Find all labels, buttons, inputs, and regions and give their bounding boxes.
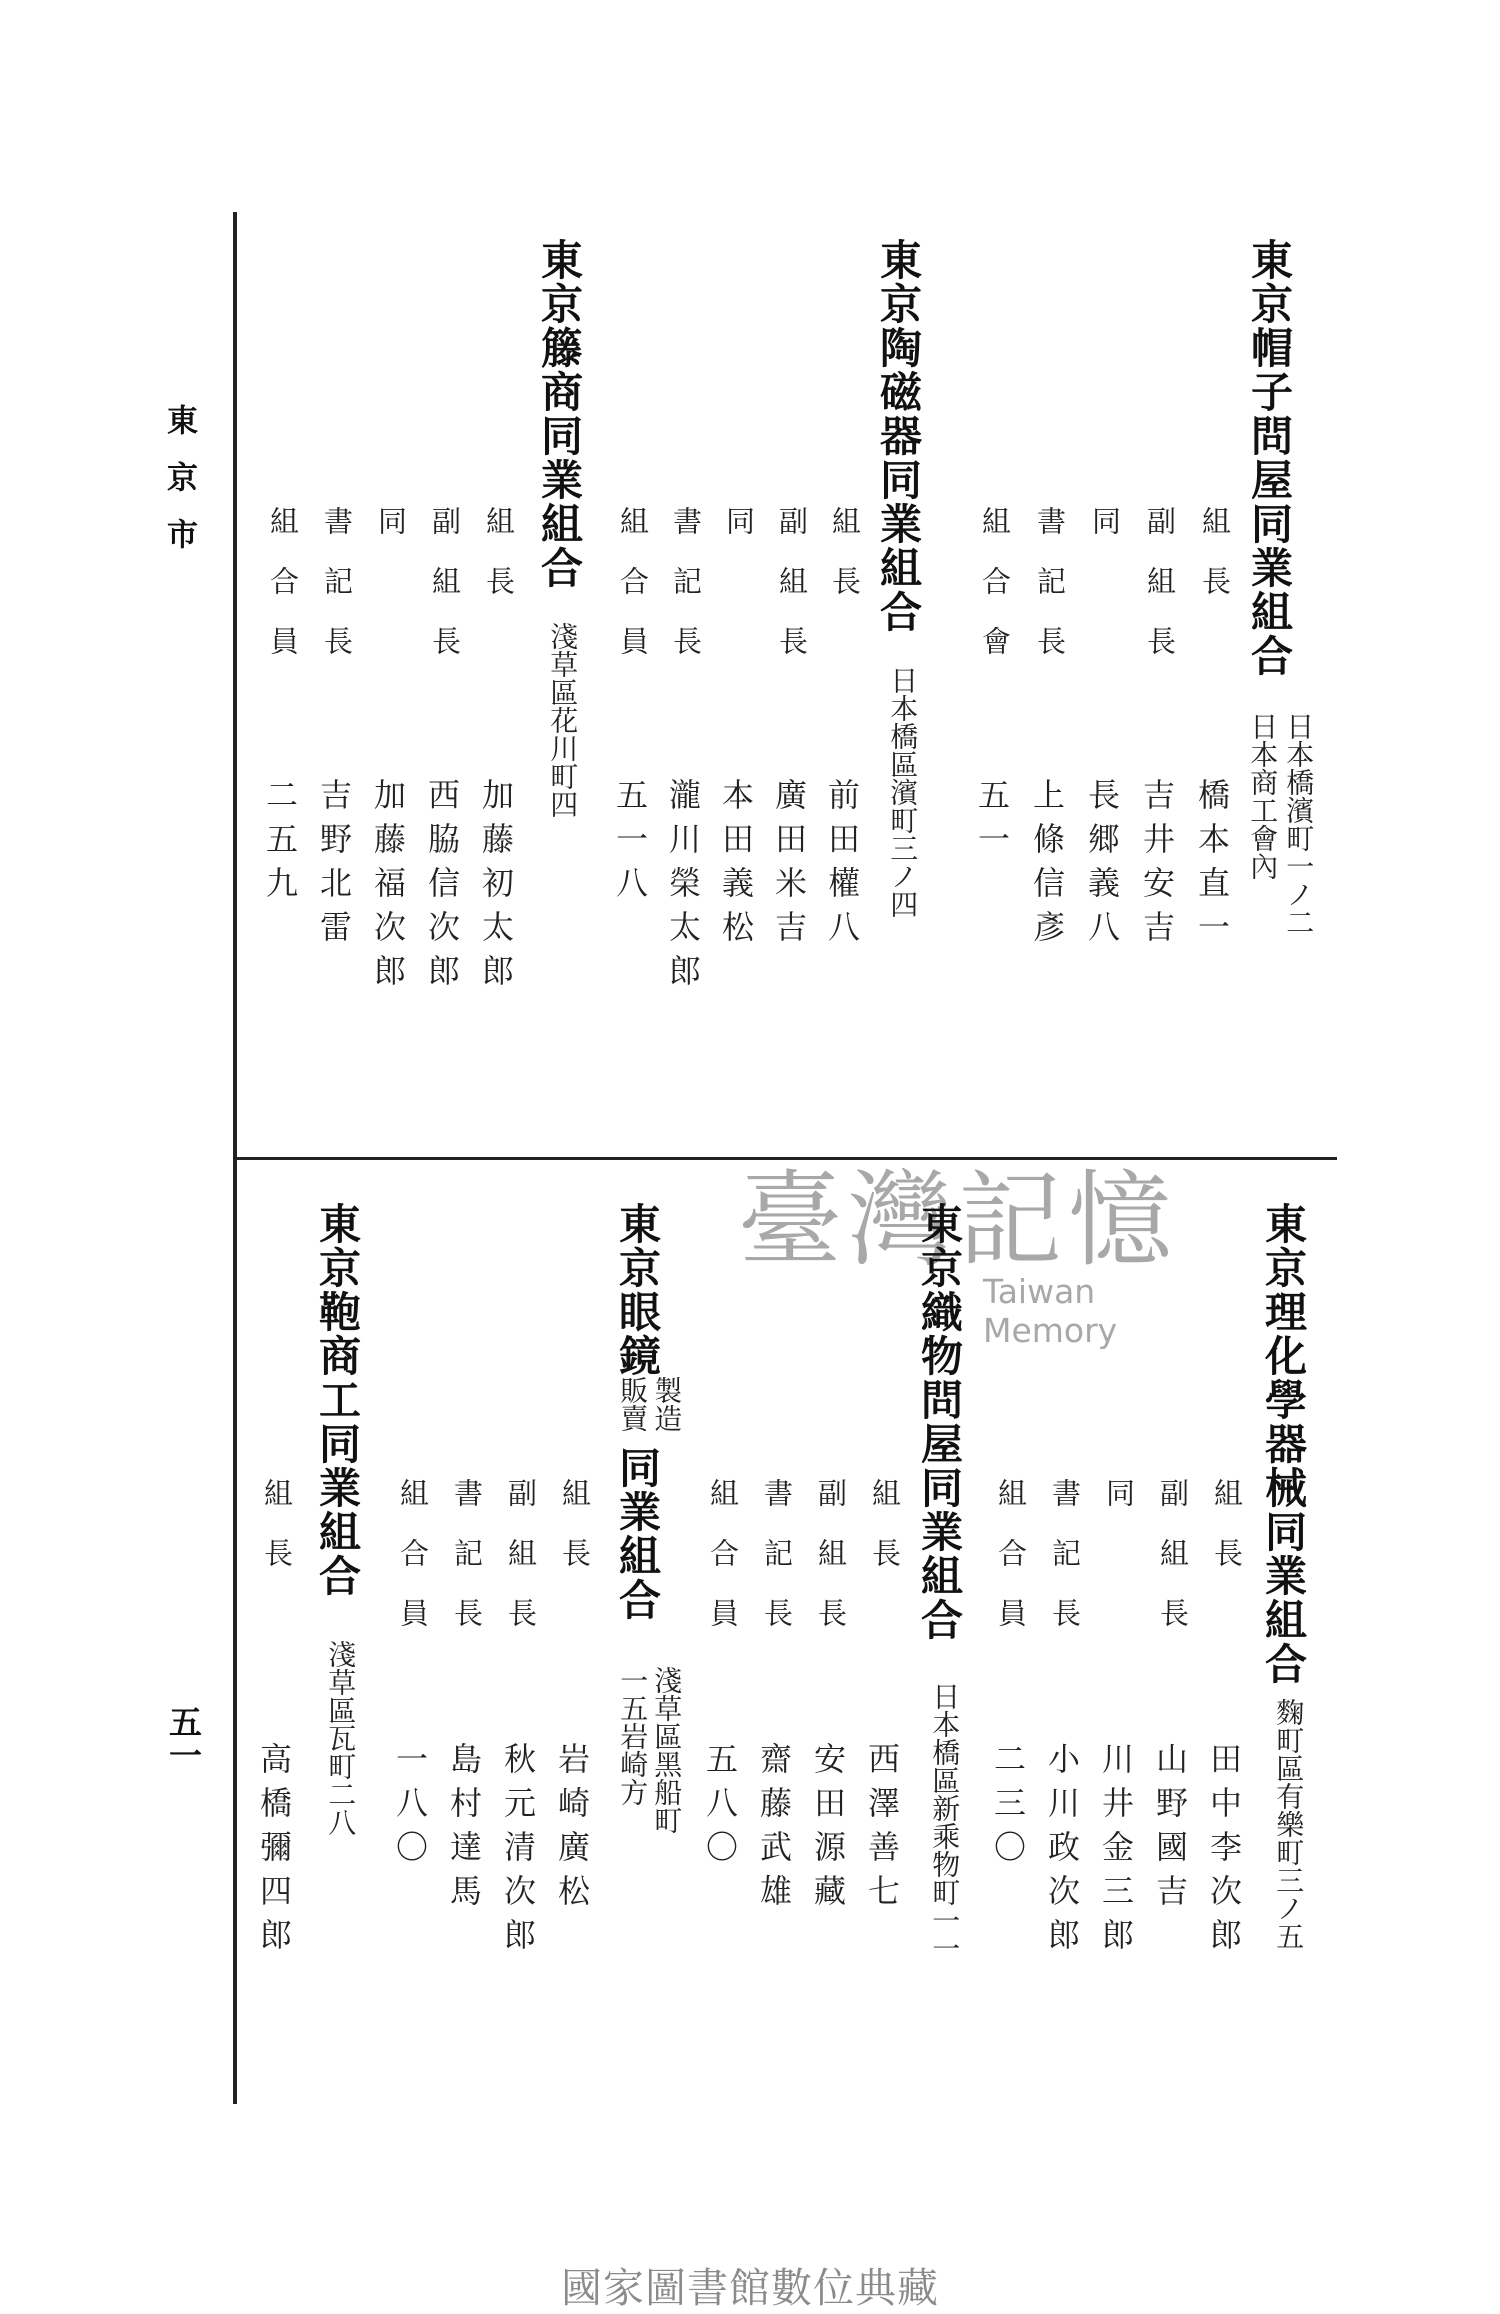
officer-name: 安田源藏 bbox=[809, 1742, 847, 1918]
union-name: 東京籐商同業組合 bbox=[535, 238, 584, 590]
union-address: 日本橋濱町一ノ二 bbox=[1282, 712, 1316, 936]
union-name-qualifier: 販賣 bbox=[616, 1376, 650, 1432]
watermark-title: 臺灣記憶 bbox=[738, 1159, 1179, 1281]
officer-name: 川井金三郎 bbox=[1097, 1742, 1135, 1962]
officer-title: 書記長 bbox=[669, 506, 703, 686]
officer-name: 加藤福次郎 bbox=[369, 778, 407, 998]
officer-title: 同 bbox=[1102, 1478, 1136, 1538]
officer-name: 吉野北雷 bbox=[315, 778, 353, 954]
officer-title: 書記長 bbox=[450, 1478, 484, 1658]
union-name: 東京鞄商工同業組合 bbox=[313, 1202, 362, 1598]
union-name-qualifier: 製造 bbox=[650, 1376, 684, 1432]
member-count: 二五九 bbox=[261, 778, 299, 910]
page-number: 五一 bbox=[164, 1705, 203, 1771]
union-address: 淺草區黑船町 bbox=[650, 1666, 684, 1834]
union-name: 東京陶磁器同業組合 bbox=[874, 238, 923, 634]
officer-title: 組長 bbox=[1210, 1478, 1244, 1598]
union-address: 淺草區花川町四 bbox=[546, 622, 580, 818]
member-count: 五八〇 bbox=[701, 1742, 739, 1874]
officer-title: 組長 bbox=[260, 1478, 294, 1598]
officer-name: 高橋彌四郎 bbox=[255, 1742, 293, 1962]
member-count: 二三〇 bbox=[989, 1742, 1027, 1874]
officer-name: 田中李次郎 bbox=[1205, 1742, 1243, 1962]
member-count-label: 組合員 bbox=[396, 1478, 430, 1658]
officer-name: 秋元清次郎 bbox=[499, 1742, 537, 1962]
officer-name: 齋藤武雄 bbox=[755, 1742, 793, 1918]
officer-name: 西脇信次郎 bbox=[423, 778, 461, 998]
officer-title: 書記長 bbox=[1048, 1478, 1082, 1658]
officer-name: 小川政次郎 bbox=[1043, 1742, 1081, 1962]
officer-title: 組長 bbox=[482, 506, 516, 626]
member-count: 五一 bbox=[973, 778, 1011, 866]
officer-name: 山野國吉 bbox=[1151, 1742, 1189, 1918]
officer-title: 書記長 bbox=[760, 1478, 794, 1658]
officer-title: 書記長 bbox=[1033, 506, 1067, 686]
union-name-head: 東京眼鏡 bbox=[613, 1202, 662, 1378]
officer-title: 副組長 bbox=[1156, 1478, 1190, 1658]
officer-name: 吉井安吉 bbox=[1138, 778, 1176, 954]
union-address: 麴町區有樂町三ノ五 bbox=[1272, 1698, 1306, 1950]
union-name: 東京帽子問屋同業組合 bbox=[1245, 238, 1294, 678]
officer-title: 同 bbox=[722, 506, 756, 566]
officer-name: 前田權八 bbox=[823, 778, 861, 954]
officer-name: 橋本直一 bbox=[1193, 778, 1231, 954]
officer-title: 組長 bbox=[828, 506, 862, 626]
officer-name: 西澤善七 bbox=[863, 1742, 901, 1918]
union-address: 日本商工會內 bbox=[1246, 712, 1280, 880]
officer-title: 組長 bbox=[1198, 506, 1232, 626]
watermark-subtitle: Taiwan Memory bbox=[983, 1272, 1118, 1350]
union-address: 淺草區瓦町二八 bbox=[324, 1640, 358, 1836]
member-count-label: 組合員 bbox=[994, 1478, 1028, 1658]
officer-name: 島村達馬 bbox=[445, 1742, 483, 1918]
union-name: 東京織物問屋同業組合 bbox=[915, 1202, 964, 1642]
member-count: 一八〇 bbox=[391, 1742, 429, 1874]
officer-name: 岩崎廣松 bbox=[553, 1742, 591, 1918]
officer-title: 組長 bbox=[868, 1478, 902, 1598]
officer-title: 同 bbox=[374, 506, 408, 566]
officer-title: 副組長 bbox=[775, 506, 809, 686]
union-name-tail: 同業組合 bbox=[613, 1446, 662, 1622]
member-count-label: 組合員 bbox=[266, 506, 300, 686]
union-name: 東京理化學器械同業組合 bbox=[1259, 1202, 1308, 1686]
union-address: 日本橋區新乘物町一一 bbox=[928, 1682, 962, 1962]
union-address: 日本橋區濱町三ノ四 bbox=[886, 666, 920, 918]
member-count-label: 組合員 bbox=[706, 1478, 740, 1658]
officer-title: 副組長 bbox=[428, 506, 462, 686]
officer-name: 長郷義八 bbox=[1083, 778, 1121, 954]
member-count-label: 組合員 bbox=[616, 506, 650, 686]
union-address: 一五岩崎方 bbox=[616, 1666, 650, 1806]
officer-name: 本田義松 bbox=[717, 778, 755, 954]
officer-title: 副組長 bbox=[1143, 506, 1177, 686]
officer-name: 加藤初太郎 bbox=[477, 778, 515, 998]
officer-name: 上條信彥 bbox=[1028, 778, 1066, 954]
watermark bbox=[738, 1159, 1238, 1350]
member-count-label: 組合會 bbox=[978, 506, 1012, 686]
officer-title: 組長 bbox=[558, 1478, 592, 1598]
officer-name: 瀧川榮太郎 bbox=[664, 778, 702, 998]
officer-title: 同 bbox=[1088, 506, 1122, 566]
officer-title: 副組長 bbox=[504, 1478, 538, 1658]
officer-title: 副組長 bbox=[814, 1478, 848, 1658]
officer-title: 書記長 bbox=[320, 506, 354, 686]
running-head-city: 東京市 bbox=[161, 404, 197, 575]
officer-name: 廣田米吉 bbox=[770, 778, 808, 954]
member-count: 五一八 bbox=[611, 778, 649, 910]
digital-archive-footer: 國家圖書館數位典藏 bbox=[561, 2264, 939, 2312]
